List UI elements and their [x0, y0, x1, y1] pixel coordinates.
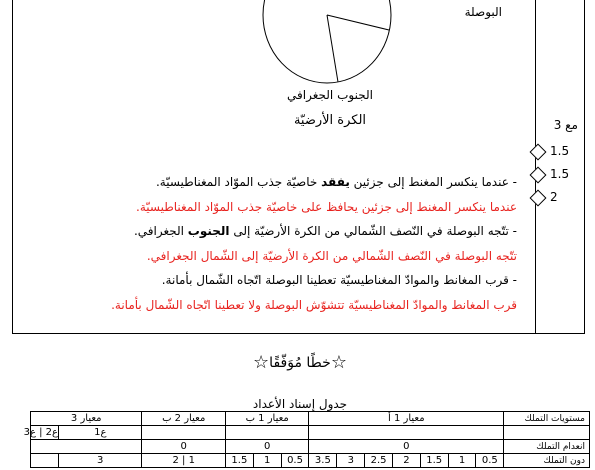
cell: [225, 426, 308, 440]
cell: [309, 426, 504, 440]
cell: [142, 426, 225, 440]
answer-line: - تتّجه البوصلة في النّصف الشّمالي من الكرة الأرضيّة إلى الجنوب الجغرافي.: [133, 224, 517, 238]
diamond-icon: [530, 190, 547, 207]
cell: 0: [142, 440, 225, 454]
score-item: [528, 144, 578, 162]
score-total: مع 3: [553, 118, 578, 132]
criterion-1b: معيار 1 ب: [225, 412, 308, 426]
score-item: [528, 167, 578, 185]
level-empty: [504, 426, 590, 440]
diamond-icon: [530, 144, 547, 161]
cell: 1: [448, 454, 476, 468]
score-value: 1.5: [550, 144, 570, 158]
cell: 3.5: [309, 454, 337, 468]
level-header: مستويات التملك: [504, 412, 590, 426]
correction-line: قرب المغانط والموادّ المغناطيسيّة تتشوّش البوصلة ولا تعطينا اتّجاه الشّمال بأمانة.: [111, 297, 517, 312]
answer-lines: [100, 170, 517, 317]
criterion-3: معيار 3: [31, 412, 142, 426]
geographic-south-label: الجنوب الجغرافي: [287, 88, 373, 102]
cell: 1: [253, 454, 281, 468]
cell: 2.5: [365, 454, 393, 468]
criterion-2b: معيار 2 ب: [142, 412, 225, 426]
cell: 1 | 2: [142, 454, 225, 468]
answer-line: - عندما ينكسر المغنط إلى جزئين يفقد خاصيّة جذب الموّاد المغناطيسيّة.: [155, 175, 517, 189]
diamond-icon: [530, 167, 547, 184]
cell: 3: [337, 454, 365, 468]
globe-title: الكرة الأرضيّة: [293, 113, 367, 128]
cell: 1.5: [420, 454, 448, 468]
score-value: 2: [550, 190, 558, 204]
cell: 0.5: [281, 454, 309, 468]
good-luck: ☆خطًا مُوَفّقًا☆: [253, 352, 347, 373]
compass-label: البوصلة: [464, 5, 502, 19]
criterion-1a: معيار 1 أ: [309, 412, 504, 426]
score-value: 1.5: [550, 167, 570, 181]
answer-line: - قرب المغانط والموادّ المغناطيسيّة تعطينا البوصلة اتّجاه الشّمال بأمانة.: [161, 273, 517, 287]
cell: 0: [225, 440, 308, 454]
cell: 0.5: [476, 454, 504, 468]
cell: [31, 440, 142, 454]
level-label: انعدام التملك: [504, 440, 590, 454]
cell: 3: [59, 454, 142, 468]
cell: [31, 454, 59, 468]
grading-table-title: جدول إسناد الأعداد: [252, 397, 348, 411]
sub-criterion: ع1: [59, 426, 142, 440]
cell: 0: [309, 440, 504, 454]
grading-table: [23, 411, 590, 468]
score-item: [528, 190, 578, 208]
level-label: دون التملك: [504, 454, 590, 468]
correction-line: تتّجه البوصلة في النّصف الشّمالي من الكرة الأرضيّة إلى الشّمال الجغرافي.: [146, 248, 517, 263]
correction-line: عندما ينكسر المغنط إلى جزئين يحافظ على خاصيّة جذب الموّاد المغناطيسيّة.: [136, 199, 517, 214]
star-icon: ☆: [253, 352, 270, 373]
sub-criterion: ع2 | ع3: [23, 427, 58, 438]
cell: 2: [392, 454, 420, 468]
star-icon: ☆: [330, 352, 347, 373]
cell: 1.5: [225, 454, 253, 468]
